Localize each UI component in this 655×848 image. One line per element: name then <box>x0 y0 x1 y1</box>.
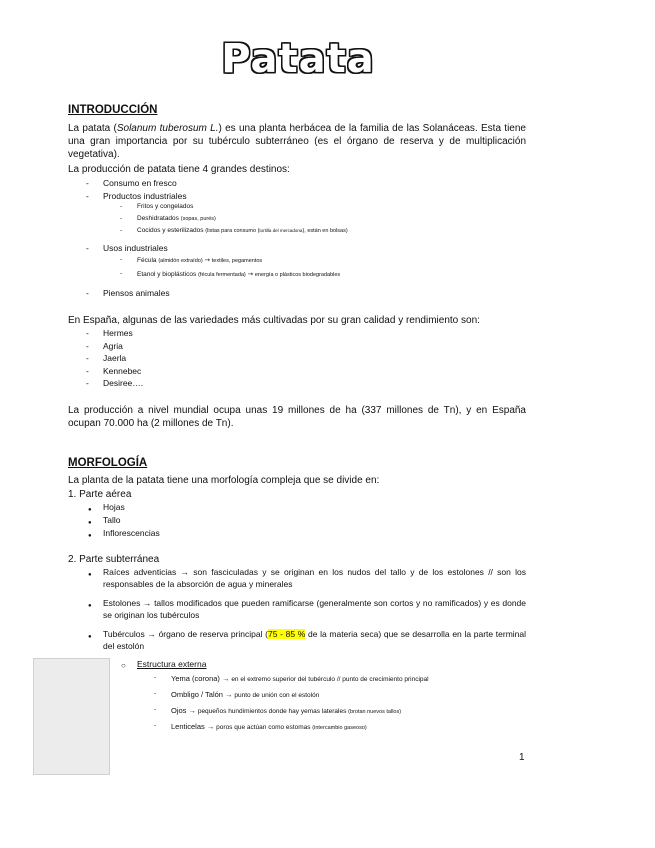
list-item-piensos: - Piensos animales <box>103 287 170 300</box>
list-item-consumo-fresco: - Consumo en fresco <box>103 177 177 190</box>
list-item-usos-industriales: - Usos industriales <box>103 242 168 255</box>
intro-text-a: La patata ( <box>68 123 117 134</box>
page-number: 1 <box>519 752 525 763</box>
item-label: Yema (corona) → <box>171 674 230 683</box>
list-item-etanol <box>137 270 340 278</box>
produccion-paragraph: La producción a nivel mundial ocupa unas 19 millones de ha (337 millones de Tn), y en España ocupan 70.000 ha (2 millones de Tn). <box>68 405 526 429</box>
section-heading-morfologia: MORFOLOGÍA <box>68 457 148 469</box>
highlighted-percentage: 75 - 85 % <box>268 629 306 639</box>
intro-text-b: ) es una planta herbácea de la familia de las Solanáceas. Esta tiene una gran importancia por su tubérculo subterráneo (es el órgano de reserva y de multiplicación vegetativa). <box>68 123 526 160</box>
item-note: (intercambio gaseoso) <box>312 725 367 731</box>
list-item-deshidratados <box>137 215 216 222</box>
parte-subterranea-heading: 2. Parte subterránea <box>68 554 160 565</box>
item-note-end: ), están en bolsas) <box>302 228 348 234</box>
item-label: Fécula <box>137 257 157 264</box>
arrow-icon: → <box>204 256 210 264</box>
variedad-item: - Agria <box>103 340 123 353</box>
list-item-cocidos <box>137 227 348 234</box>
scientific-name: Solanum tuberosum L. <box>116 123 219 134</box>
tuberculos-text-b: de la materia seca) que se desarrolla en la parte terminal del estolón <box>103 629 527 651</box>
item-note: (sopas, purés) <box>180 216 216 222</box>
variedad-item: - Hermes <box>103 327 133 340</box>
arrow-icon: → <box>247 270 254 278</box>
externa-item-yema <box>171 674 429 683</box>
item-label: Etanol y bioplásticos <box>137 271 197 278</box>
aerea-item: ● Tallo <box>103 514 120 527</box>
document-title: Patata <box>221 36 375 82</box>
morfologia-intro: La planta de la patata tiene una morfología compleja que se divide en: <box>68 475 380 486</box>
item-label: Ombligo / Talón → <box>171 690 233 699</box>
intro-paragraph <box>68 122 526 161</box>
image-placeholder <box>33 658 110 775</box>
variedades-intro: En España, algunas de las variedades más cultivadas por su gran calidad y rendimiento son: <box>68 315 480 326</box>
item-desc: punto de unión con el estolón <box>234 692 320 699</box>
externa-item-ombligo <box>171 690 319 699</box>
estructura-externa-heading: ○ Estructura externa <box>137 658 206 671</box>
parte-aerea-heading: 1. Parte aérea <box>68 489 132 500</box>
variedad-item: - Desiree…. <box>103 377 143 390</box>
item-desc: pequeños hundimientos donde hay yemas laterales <box>197 708 347 715</box>
item-note: (almidón extraído) <box>158 258 203 264</box>
item-desc: en el extremo superior del tubérculo // punto de crecimiento principal <box>231 676 429 683</box>
externa-item-lenticelas <box>171 722 367 731</box>
externa-item-ojos <box>171 706 401 715</box>
item-result: textiles, pegamentos <box>211 258 263 264</box>
estolones-item: ● Estolones → tallos modificados que pueden ramificarse (generalmente son cortos y no ramificados) y es donde se originan los tubérculos <box>103 597 526 621</box>
item-note: (listas para consumo ( <box>205 228 260 234</box>
variedad-item: - Jaerla <box>103 352 126 365</box>
tuberculos-item <box>103 628 526 652</box>
item-note: (fécula fermentada) <box>198 272 246 278</box>
item-result: energía o plásticos biodegradables <box>254 272 341 278</box>
item-label: Lenticelas → <box>171 722 215 731</box>
raices-item: ● Raíces adventicias → son fasciculadas y se originan en los nudos del tallo y de los estolones // son los responsables de la absorción de agua y minerales <box>103 566 526 590</box>
aerea-item: ● Inflorescencias <box>103 527 160 540</box>
item-desc: poros que actúan como estomas <box>216 724 311 731</box>
item-note: (brotan nuevos tallos) <box>348 709 402 715</box>
list-item-fecula <box>137 256 262 264</box>
variedad-item: - Kennebec <box>103 365 141 378</box>
item-label: Ojos → <box>171 706 197 715</box>
list-item-productos-industriales: - Productos industriales <box>103 190 187 203</box>
destinos-intro: La producción de patata tiene 4 grandes destinos: <box>68 164 290 175</box>
item-label: Deshidratados <box>137 215 179 222</box>
item-note-small: tortilla del mercadona <box>259 228 303 233</box>
item-label: Cocidos y esterilizados <box>137 227 204 234</box>
tuberculos-text-a: Tubérculos → órgano de reserva principal ( <box>103 629 268 639</box>
section-heading-introduccion: INTRODUCCIÓN <box>68 104 158 116</box>
list-item-fritos: - Fritos y congelados <box>137 203 193 210</box>
aerea-item: ● Hojas <box>103 501 125 514</box>
